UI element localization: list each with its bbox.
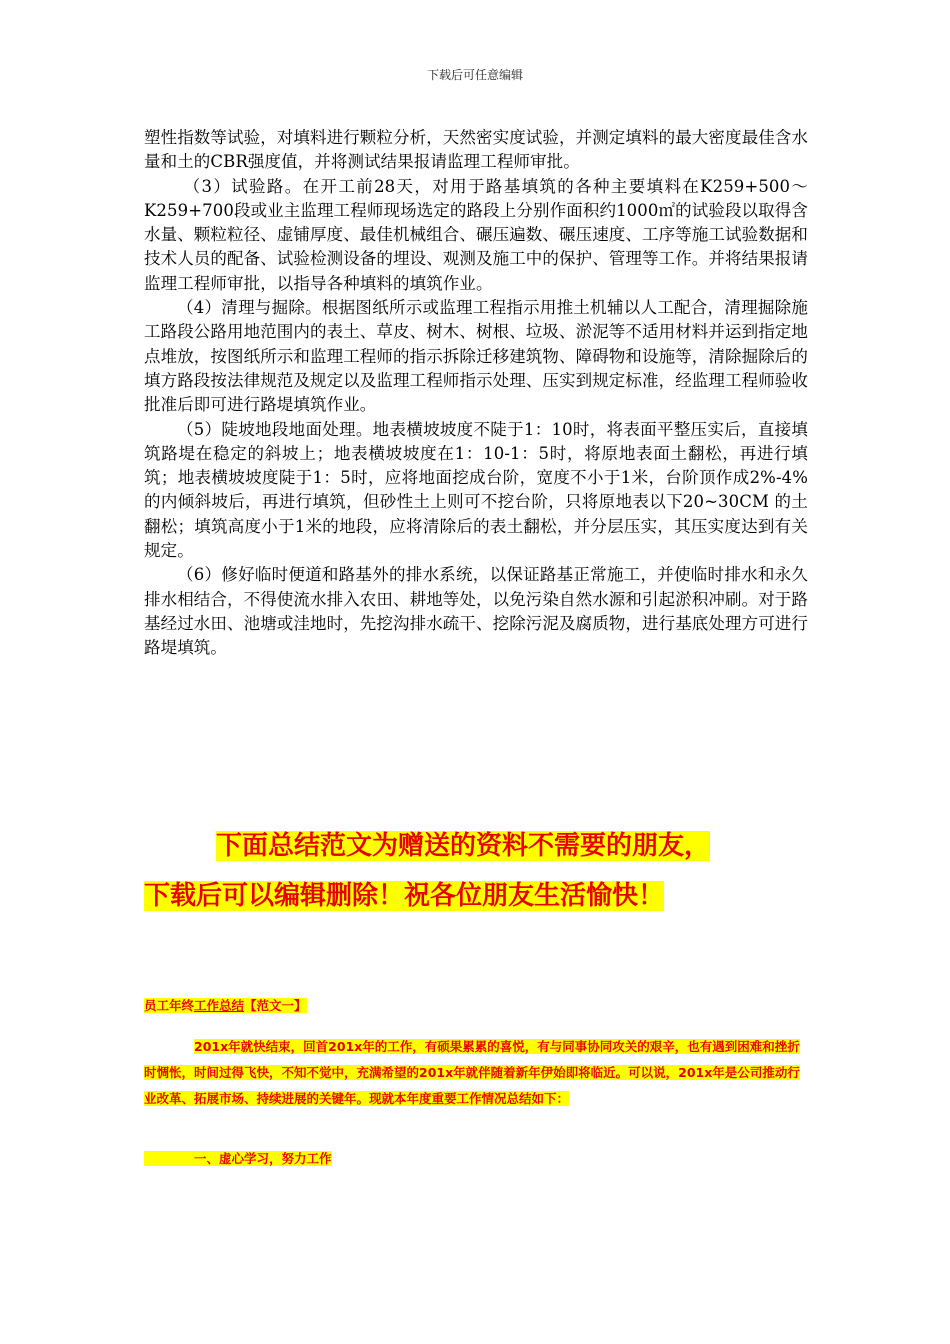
paragraph-2: （3）试验路。在开工前28天，对用于路基填筑的各种主要填料在K259+500～K259+700段或业主监理工程师现场选定的路段上分别作面积约1000㎡的试验段以取得含水量、颗粒粒径、虚铺厚度、最佳机械组合、碾压遍数、碾压速度、工序等施工试验数据和技术人员的配备、试验检测设备的埋设、观测及施工中的保护、管理等工作。并将结果报请监理工程师审批，以指导各种填料的填筑作业。 <box>144 176 808 293</box>
paragraph-3: （4）清理与掘除。根据图纸所示或监理工程指示用推土机辅以人工配合，清理掘除施工路段公路用地范围内的表土、草皮、树木、树根、垃圾、淤泥等不适用材料并运到指定地点堆放，按图纸所示和监理工程师的指示拆除迁移建筑物、障碍物和设施等，清除掘除后的填方路段按法律规范及规定以及监理工程师指示处理、压实到规定标准，经监理工程师验收批准后即可进行路堤填筑作业。 <box>144 298 808 415</box>
paragraph-4: （5）陡坡地段地面处理。地表横坡坡度不陡于1：10时，将表面平整压实后，直接填筑路堤在稳定的斜坡上；地表横坡坡度在1：10-1：5时，将原地表面土翻松，再进行填筑；地表横坡坡度陡于1：5时，应将地面挖成台阶，宽度不小于1米，台阶顶作成2%-4%的内倾斜坡后，再进行填筑，但砂性土上则可不挖台阶，只将原地表以下20~30CM 的土翻松；填筑高度小于1米的地段，应将清除后的表土翻松，并分层压实，其压实度达到有关规定。 <box>144 419 808 561</box>
page-header: 下载后可任意编辑 <box>426 68 523 82</box>
sample-title: 员工年终工作总结【范文一】 <box>144 998 307 1013</box>
sample-subheading: 一、虚心学习，努力工作 <box>144 1149 808 1167</box>
banner-line-1: 下面总结范文为赠送的资料不需要的朋友， <box>216 831 711 861</box>
title-link[interactable]: 工作总结 <box>194 998 245 1013</box>
sample-paragraph: 201x年就快结束，回首201x年的工作，有硕果累累的喜悦，有与同事协同攻关的艰辛，也有遇到困难和挫折时惆怅，时间过得飞快，不知不觉中，充满希望的201x年就伴随着新年伊始即将临近。可以说，201x年是公司推动行业改革、拓展市场、持续进展的关键年。现就本年度重要工作情况总结如下： <box>144 1039 800 1106</box>
banner-line-2: 下载后可以编辑删除！祝各位朋友生活愉快！ <box>144 881 665 911</box>
body-text <box>144 126 808 661</box>
paragraph-5: （6）修好临时便道和路基外的排水系统，以保证路基正常施工，并使临时排水和永久排水相结合，不得使流水排入农田、耕地等处，以免污染自然水源和引起淤积冲刷。对于路基经过水田、池塘或洼地时，先挖沟排水疏干、挖除污泥及腐质物，进行基底处理方可进行路堤填筑。 <box>144 565 808 658</box>
paragraph-1: 塑性指数等试验，对填料进行颗粒分析，天然密实度试验，并测定填料的最大密度最佳含水量和土的CBR强度值，并将测试结果报请监理工程师审批。 <box>144 128 808 172</box>
